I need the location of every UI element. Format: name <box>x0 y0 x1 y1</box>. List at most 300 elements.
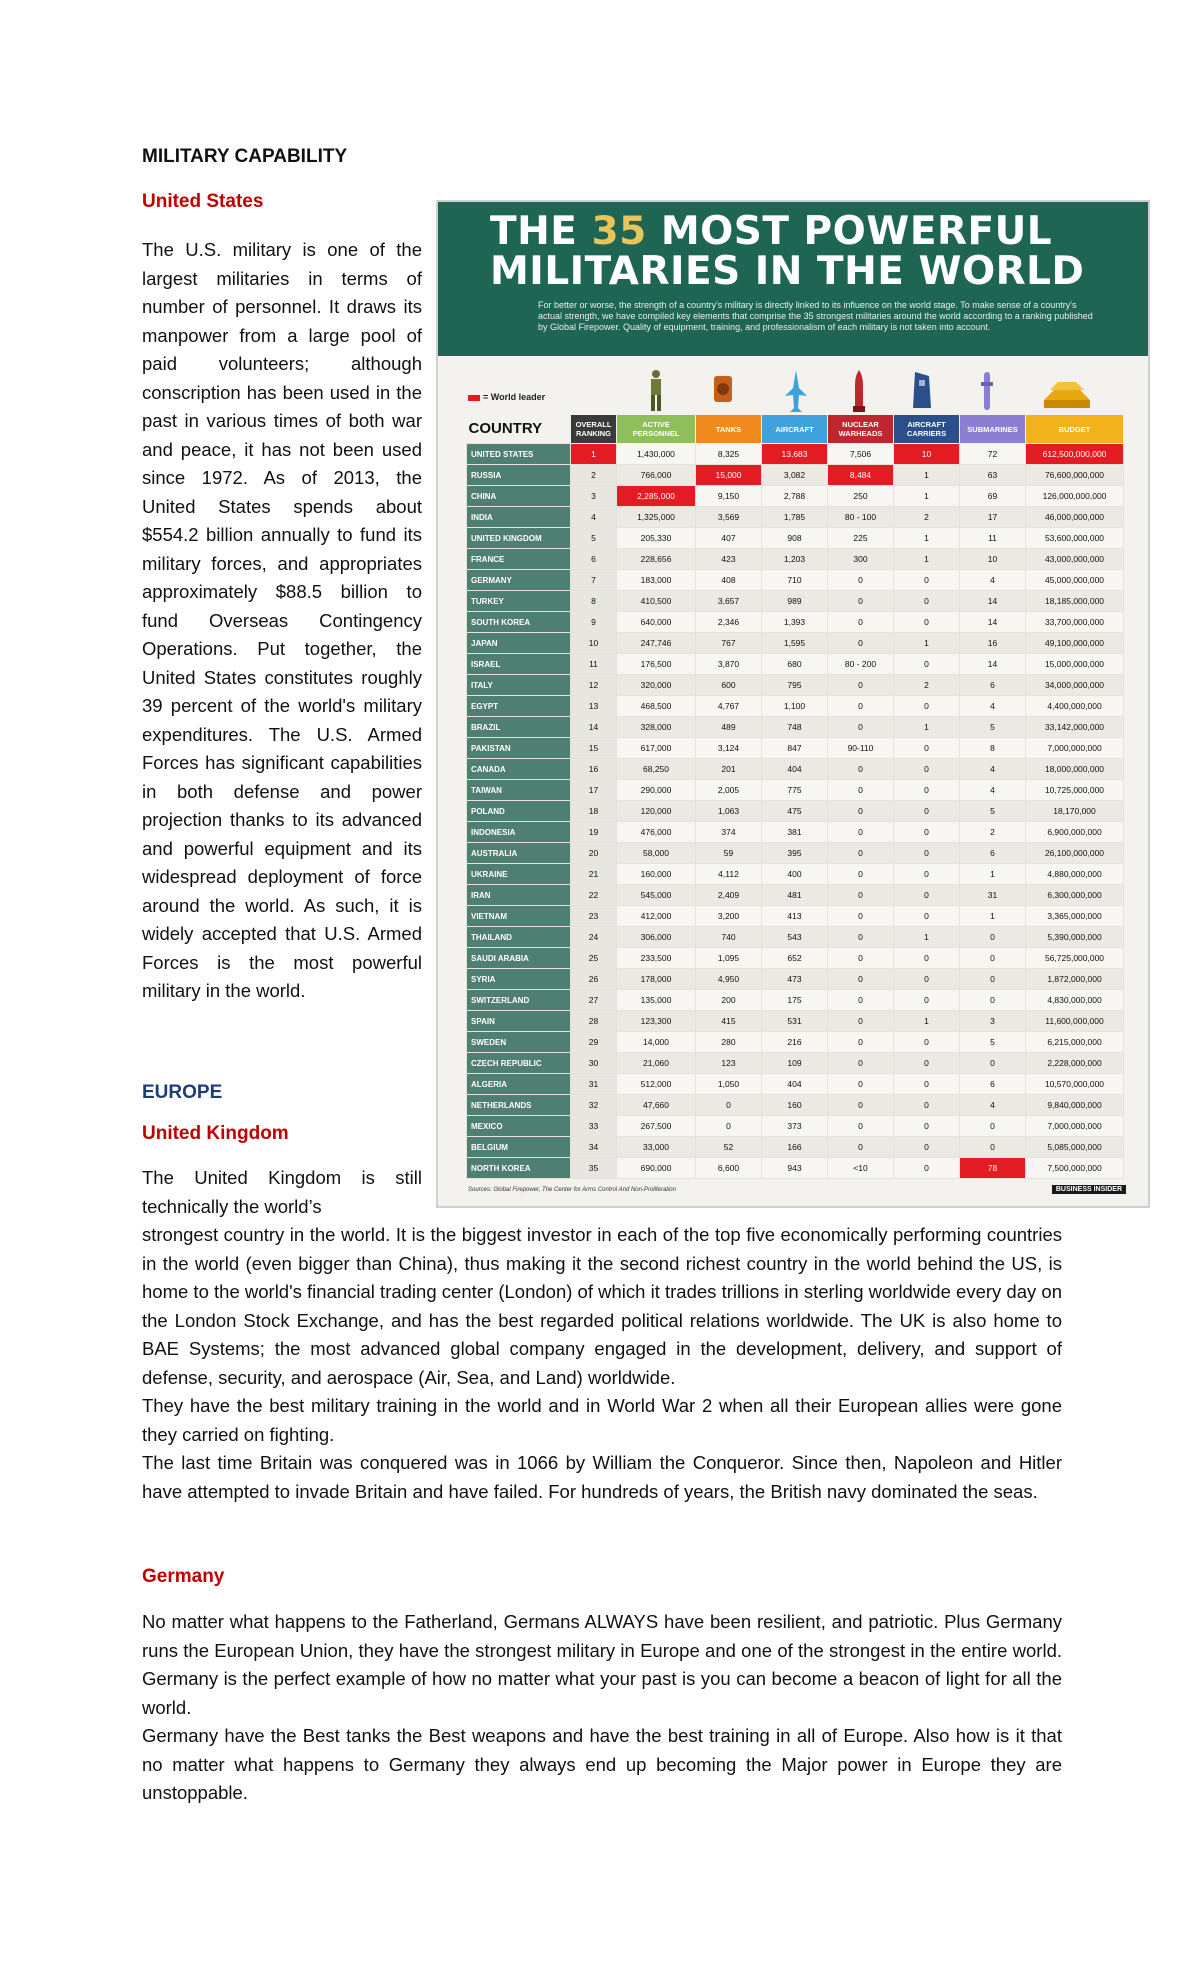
table-cell: 72 <box>960 444 1026 465</box>
country-name: FRANCE <box>467 549 571 570</box>
warhead-icon <box>848 368 870 414</box>
country-name: SWEDEN <box>467 1032 571 1053</box>
table-cell: 6 <box>571 549 617 570</box>
table-cell: 26,100,000,000 <box>1026 843 1124 864</box>
table-cell: 0 <box>894 948 960 969</box>
table-cell: 1 <box>960 864 1026 885</box>
country-column-header: COUNTRY <box>468 420 543 438</box>
table-cell: 18,170,000 <box>1026 801 1124 822</box>
table-cell: 3,082 <box>762 465 828 486</box>
table-cell: 545,000 <box>617 885 696 906</box>
uk-body <box>142 1221 1062 1506</box>
table-row <box>467 528 1124 549</box>
table-cell: 1,095 <box>696 948 762 969</box>
table-cell: 58,000 <box>617 843 696 864</box>
table-cell: 18,000,000,000 <box>1026 759 1124 780</box>
title-post: MOST POWERFUL MILITARIES IN THE WORLD <box>490 209 1085 294</box>
table-cell: 0 <box>828 1011 894 1032</box>
table-cell: 0 <box>894 1095 960 1116</box>
table-cell: 612,500,000,000 <box>1026 444 1124 465</box>
table-cell: 0 <box>828 612 894 633</box>
table-cell: 423 <box>696 549 762 570</box>
country-name: SWITZERLAND <box>467 990 571 1011</box>
table-cell: 0 <box>894 1116 960 1137</box>
table-cell: 5 <box>571 528 617 549</box>
table-cell: 4,830,000,000 <box>1026 990 1124 1011</box>
table-row <box>467 1095 1124 1116</box>
table-cell: 0 <box>828 1095 894 1116</box>
table-cell: 943 <box>762 1158 828 1179</box>
table-cell: 16 <box>960 633 1026 654</box>
table-cell: 306,000 <box>617 927 696 948</box>
table-cell: 0 <box>828 696 894 717</box>
table-cell: 543 <box>762 927 828 948</box>
table-cell: 328,000 <box>617 717 696 738</box>
column-header: TANKS <box>696 415 762 444</box>
table-row <box>467 465 1124 486</box>
submarine-icon <box>976 368 998 414</box>
table-cell: 640,000 <box>617 612 696 633</box>
table-cell: 2 <box>571 465 617 486</box>
table-row <box>467 486 1124 507</box>
table-cell: 4,767 <box>696 696 762 717</box>
table-cell: 109 <box>762 1053 828 1074</box>
table-cell: 0 <box>696 1095 762 1116</box>
table-cell: 320,000 <box>617 675 696 696</box>
column-header: BUDGET <box>1026 415 1124 444</box>
table-cell: 0 <box>894 1053 960 1074</box>
title-pre: THE <box>490 209 592 254</box>
table-cell: 8,325 <box>696 444 762 465</box>
table-row <box>467 801 1124 822</box>
table-cell: 1,325,000 <box>617 507 696 528</box>
table-cell: 200 <box>696 990 762 1011</box>
table-cell: 0 <box>828 633 894 654</box>
table-cell: 481 <box>762 885 828 906</box>
table-cell: 6 <box>960 843 1026 864</box>
table-cell: 1 <box>960 906 1026 927</box>
country-name: SAUDI ARABIA <box>467 948 571 969</box>
world-leader-legend <box>468 392 545 402</box>
germany-heading: Germany <box>142 1566 225 1587</box>
table-cell: 381 <box>762 822 828 843</box>
table-row <box>467 1137 1124 1158</box>
jet-icon <box>785 368 807 414</box>
table-cell: 476,000 <box>617 822 696 843</box>
table-cell: 8,484 <box>828 465 894 486</box>
table-cell: 0 <box>828 675 894 696</box>
table-cell: 176,500 <box>617 654 696 675</box>
table-row <box>467 885 1124 906</box>
table-cell: 4 <box>960 570 1026 591</box>
table-cell: 0 <box>960 990 1026 1011</box>
country-name: IRAN <box>467 885 571 906</box>
table-cell: 233,500 <box>617 948 696 969</box>
table-cell: 0 <box>696 1116 762 1137</box>
column-header: ACTIVE PERSONNEL <box>617 415 696 444</box>
table-cell: 1 <box>894 486 960 507</box>
table-cell: 4,950 <box>696 969 762 990</box>
table-cell: 1 <box>894 633 960 654</box>
table-cell: 21 <box>571 864 617 885</box>
table-cell: 17 <box>571 780 617 801</box>
table-cell: 178,000 <box>617 969 696 990</box>
table-cell: 0 <box>828 822 894 843</box>
table-cell: 5 <box>960 717 1026 738</box>
table-cell: 80 - 200 <box>828 654 894 675</box>
table-cell: 847 <box>762 738 828 759</box>
table-cell: 652 <box>762 948 828 969</box>
table-cell: 13 <box>571 696 617 717</box>
table-cell: 0 <box>894 885 960 906</box>
table-cell: 69 <box>960 486 1026 507</box>
country-name: VIETNAM <box>467 906 571 927</box>
table-row <box>467 759 1124 780</box>
table-cell: 34,000,000,000 <box>1026 675 1124 696</box>
table-cell: 0 <box>828 1053 894 1074</box>
table-cell: 2 <box>894 675 960 696</box>
table-cell: 0 <box>828 780 894 801</box>
table-cell: 0 <box>894 1158 960 1179</box>
soldier-icon <box>645 368 667 414</box>
table-row <box>467 717 1124 738</box>
infographic-header <box>438 202 1148 356</box>
table-cell: 14 <box>960 654 1026 675</box>
table-cell: 3,870 <box>696 654 762 675</box>
table-cell: 8 <box>571 591 617 612</box>
table-cell: 415 <box>696 1011 762 1032</box>
table-cell: 0 <box>894 843 960 864</box>
table-cell: 0 <box>828 1116 894 1137</box>
table-row <box>467 696 1124 717</box>
table-cell: 404 <box>762 1074 828 1095</box>
table-cell: 7,000,000,000 <box>1026 1116 1124 1137</box>
table-cell: 2,005 <box>696 780 762 801</box>
table-cell: 32 <box>571 1095 617 1116</box>
table-cell: 374 <box>696 822 762 843</box>
table-cell: 0 <box>894 738 960 759</box>
table-cell: 395 <box>762 843 828 864</box>
table-cell: 10,725,000,000 <box>1026 780 1124 801</box>
table-cell: 135,000 <box>617 990 696 1011</box>
table-cell: 6,900,000,000 <box>1026 822 1124 843</box>
country-name: BELGIUM <box>467 1137 571 1158</box>
table-cell: 267,500 <box>617 1116 696 1137</box>
table-cell: 3,657 <box>696 591 762 612</box>
table-cell: 775 <box>762 780 828 801</box>
table-cell: 68,250 <box>617 759 696 780</box>
table-cell: 13,683 <box>762 444 828 465</box>
table-cell: 531 <box>762 1011 828 1032</box>
table-cell: 0 <box>894 1032 960 1053</box>
table-cell: 0 <box>828 906 894 927</box>
table-cell: 710 <box>762 570 828 591</box>
country-name: CHINA <box>467 486 571 507</box>
table-cell: 17 <box>960 507 1026 528</box>
table-cell: 0 <box>828 759 894 780</box>
table-cell: 18 <box>571 801 617 822</box>
table-cell: 247,746 <box>617 633 696 654</box>
table-cell: 14 <box>960 591 1026 612</box>
militaries-table <box>466 414 1124 1179</box>
table-body <box>467 444 1124 1179</box>
table-cell: 1,050 <box>696 1074 762 1095</box>
table-cell: 0 <box>960 1137 1026 1158</box>
table-row <box>467 675 1124 696</box>
table-cell: 1,785 <box>762 507 828 528</box>
table-cell: 413 <box>762 906 828 927</box>
table-cell: 404 <box>762 759 828 780</box>
table-cell: 46,000,000,000 <box>1026 507 1124 528</box>
country-name: EGYPT <box>467 696 571 717</box>
uk-paragraph-start: The United Kingdom is still technically the world’s <box>142 1167 422 1217</box>
table-cell: 52 <box>696 1137 762 1158</box>
table-cell: 0 <box>894 612 960 633</box>
table-cell: 28 <box>571 1011 617 1032</box>
table-cell: 1,063 <box>696 801 762 822</box>
table-cell: 228,656 <box>617 549 696 570</box>
table-cell: 748 <box>762 717 828 738</box>
country-name: JAPAN <box>467 633 571 654</box>
country-name: SPAIN <box>467 1011 571 1032</box>
table-cell: 0 <box>894 696 960 717</box>
uk-paragraph-history: The last time Britain was conquered was in 1066 by William the Conqueror. Since then, Napoleon and Hitler have attempted to invade Britain and have failed. For hundreds of years, the British navy dominated the seas. <box>142 1452 1062 1502</box>
table-cell: 3 <box>571 486 617 507</box>
column-header: AIRCRAFT <box>762 415 828 444</box>
country-name: CZECH REPUBLIC <box>467 1053 571 1074</box>
table-cell: 0 <box>828 864 894 885</box>
country-name: TURKEY <box>467 591 571 612</box>
table-cell: 31 <box>960 885 1026 906</box>
table-cell: 78 <box>960 1158 1026 1179</box>
table-cell: 29 <box>571 1032 617 1053</box>
table-cell: 205,330 <box>617 528 696 549</box>
table-cell: 300 <box>828 549 894 570</box>
column-header: NUCLEAR WARHEADS <box>828 415 894 444</box>
infographic-subtitle: For better or worse, the strength of a country's military is directly linked to its influence on the world stage. To make sense of a country's actual strength, we have compiled key elements that comprise the 35 strongest militaries around the world according to a ranking published by Global Firepower. Quality of equipment, training, and professionalism of each military is not taken into account. <box>538 300 1093 332</box>
table-cell: 1 <box>894 465 960 486</box>
country-name: INDIA <box>467 507 571 528</box>
table-cell: 33 <box>571 1116 617 1137</box>
table-cell: 18,185,000,000 <box>1026 591 1124 612</box>
table-cell: 600 <box>696 675 762 696</box>
table-row <box>467 780 1124 801</box>
table-cell: 0 <box>828 717 894 738</box>
table-cell: 8 <box>960 738 1026 759</box>
table-cell: 4,400,000,000 <box>1026 696 1124 717</box>
table-row <box>467 948 1124 969</box>
table-cell: 30 <box>571 1053 617 1074</box>
table-cell: 0 <box>960 1053 1026 1074</box>
table-cell: 1 <box>894 1011 960 1032</box>
table-cell: 175 <box>762 990 828 1011</box>
table-row <box>467 591 1124 612</box>
table-cell: 690,000 <box>617 1158 696 1179</box>
europe-heading: EUROPE <box>142 1082 223 1103</box>
table-cell: 11,600,000,000 <box>1026 1011 1124 1032</box>
table-cell: 1,595 <box>762 633 828 654</box>
table-cell: 15 <box>571 738 617 759</box>
table-cell: 512,000 <box>617 1074 696 1095</box>
legend-swatch <box>468 395 480 401</box>
table-cell: 16 <box>571 759 617 780</box>
brand-logo: BUSINESS INSIDER <box>1052 1185 1126 1194</box>
table-cell: 76,600,000,000 <box>1026 465 1124 486</box>
table-cell: 2,285,000 <box>617 486 696 507</box>
table-cell: 6,215,000,000 <box>1026 1032 1124 1053</box>
table-cell: 280 <box>696 1032 762 1053</box>
table-cell: 475 <box>762 801 828 822</box>
country-name: RUSSIA <box>467 465 571 486</box>
table-cell: 10 <box>894 444 960 465</box>
country-name: BRAZIL <box>467 717 571 738</box>
table-cell: 0 <box>894 1074 960 1095</box>
table-cell: 14,000 <box>617 1032 696 1053</box>
table-cell: 617,000 <box>617 738 696 759</box>
country-name: INDONESIA <box>467 822 571 843</box>
table-cell: 6 <box>960 1074 1026 1095</box>
table-header-row <box>467 415 1124 444</box>
table-cell: 49,100,000,000 <box>1026 633 1124 654</box>
table-cell: <10 <box>828 1158 894 1179</box>
table-cell: 0 <box>828 885 894 906</box>
table-cell: 4,112 <box>696 864 762 885</box>
table-row <box>467 549 1124 570</box>
germany-paragraph: No matter what happens to the Fatherland, Germans ALWAYS have been resilient, and patriotic. Plus Germany runs the European Union, they have the strongest military in Europe and one of the strongest in the entire world. Germany is the perfect example of how no matter what your past is you can become a beacon of light for all the world. <box>142 1611 1062 1718</box>
table-cell: 3,200 <box>696 906 762 927</box>
table-row <box>467 1032 1124 1053</box>
table-cell: 123 <box>696 1053 762 1074</box>
table-row <box>467 990 1124 1011</box>
table-cell: 0 <box>828 1032 894 1053</box>
country-name: MEXICO <box>467 1116 571 1137</box>
table-cell: 0 <box>894 759 960 780</box>
table-cell: 14 <box>571 717 617 738</box>
table-cell: 0 <box>828 990 894 1011</box>
country-name: UKRAINE <box>467 864 571 885</box>
table-cell: 160,000 <box>617 864 696 885</box>
table-cell: 4 <box>960 759 1026 780</box>
table-cell: 53,600,000,000 <box>1026 528 1124 549</box>
table-cell: 12 <box>571 675 617 696</box>
table-cell: 166 <box>762 1137 828 1158</box>
table-cell: 3,124 <box>696 738 762 759</box>
table-cell: 45,000,000,000 <box>1026 570 1124 591</box>
table-cell: 766,000 <box>617 465 696 486</box>
table-cell: 14 <box>960 612 1026 633</box>
carrier-icon <box>911 368 933 414</box>
table-row <box>467 444 1124 465</box>
table-cell: 1 <box>571 444 617 465</box>
table-cell: 35 <box>571 1158 617 1179</box>
table-cell: 0 <box>960 948 1026 969</box>
table-row <box>467 507 1124 528</box>
table-cell: 0 <box>828 843 894 864</box>
us-paragraph: The U.S. military is one of the largest militaries in terms of number of personnel. It draws its manpower from a large pool of paid volunteers; although conscription has been used in the past in various times of both war and peace, it has not been used since 1972. As of 2013, the United States spends about $554.2 billion annually to fund its military forces, and appropriates approximately $88.5 billion to fund Overseas Contingency Operations. Put together, the United States constitutes roughly 39 percent of the world's military expenditures. The U.S. Armed Forces has significant capabilities in both defense and power projection thanks to its advanced and powerful equipment and its widespread deployment of force around the world. As such, it is widely accepted that U.S. Armed Forces is the most powerful military in the world. <box>142 239 422 1001</box>
table-cell: 19 <box>571 822 617 843</box>
country-name: GERMANY <box>467 570 571 591</box>
uk-paragraph-training: They have the best military training in the world and in World War 2 when all their European allies were gone they carried on fighting. <box>142 1395 1062 1445</box>
table-cell: 15,000 <box>696 465 762 486</box>
country-name: NORTH KOREA <box>467 1158 571 1179</box>
country-name: UNITED STATES <box>467 444 571 465</box>
table-cell: 33,700,000,000 <box>1026 612 1124 633</box>
table-cell: 1,100 <box>762 696 828 717</box>
table-row <box>467 906 1124 927</box>
country-name: CANADA <box>467 759 571 780</box>
table-cell: 5,085,000,000 <box>1026 1137 1124 1158</box>
table-cell: 216 <box>762 1032 828 1053</box>
table-cell: 412,000 <box>617 906 696 927</box>
country-name: UNITED KINGDOM <box>467 528 571 549</box>
table-cell: 1,872,000,000 <box>1026 969 1124 990</box>
country-name: AUSTRALIA <box>467 843 571 864</box>
sources-note: Sources: Global Firepower, The Center for Arms Control And Non-Proliferation <box>468 1187 676 1193</box>
table-cell: 56,725,000,000 <box>1026 948 1124 969</box>
country-name: ALGERIA <box>467 1074 571 1095</box>
table-row <box>467 864 1124 885</box>
table-row <box>467 822 1124 843</box>
table-cell: 47,660 <box>617 1095 696 1116</box>
table-cell: 90-110 <box>828 738 894 759</box>
table-cell: 0 <box>828 591 894 612</box>
table-cell: 201 <box>696 759 762 780</box>
table-cell: 3 <box>960 1011 1026 1032</box>
table-cell: 11 <box>960 528 1026 549</box>
table-row <box>467 654 1124 675</box>
table-cell: 4 <box>960 1095 1026 1116</box>
table-row <box>467 612 1124 633</box>
table-row <box>467 1074 1124 1095</box>
uk-heading: United Kingdom <box>142 1123 289 1144</box>
table-cell: 5 <box>960 1032 1026 1053</box>
table-cell: 10 <box>571 633 617 654</box>
table-row <box>467 1053 1124 1074</box>
table-cell: 9,150 <box>696 486 762 507</box>
table-cell: 3,569 <box>696 507 762 528</box>
table-cell: 1 <box>894 927 960 948</box>
country-name: POLAND <box>467 801 571 822</box>
table-cell: 2 <box>960 822 1026 843</box>
table-cell: 7,500,000,000 <box>1026 1158 1124 1179</box>
table-cell: 407 <box>696 528 762 549</box>
table-cell: 0 <box>828 1137 894 1158</box>
table-row <box>467 1158 1124 1179</box>
table-cell: 33,000 <box>617 1137 696 1158</box>
table-cell: 6 <box>960 675 1026 696</box>
table-cell: 373 <box>762 1116 828 1137</box>
title-number: 35 <box>591 209 647 254</box>
table-cell: 0 <box>894 780 960 801</box>
table-cell: 400 <box>762 864 828 885</box>
gold-bars-icon <box>1040 376 1094 412</box>
table-cell: 3,365,000,000 <box>1026 906 1124 927</box>
table-cell: 80 - 100 <box>828 507 894 528</box>
table-cell: 10,570,000,000 <box>1026 1074 1124 1095</box>
table-cell: 4,880,000,000 <box>1026 864 1124 885</box>
table-cell: 489 <box>696 717 762 738</box>
table-row <box>467 1116 1124 1137</box>
table-cell: 0 <box>828 948 894 969</box>
table-cell: 33,142,000,000 <box>1026 717 1124 738</box>
country-name: ITALY <box>467 675 571 696</box>
table-cell: 989 <box>762 591 828 612</box>
column-header: SUBMARINES <box>960 415 1026 444</box>
table-cell: 250 <box>828 486 894 507</box>
table-row <box>467 738 1124 759</box>
table-cell: 473 <box>762 969 828 990</box>
table-cell: 10 <box>960 549 1026 570</box>
